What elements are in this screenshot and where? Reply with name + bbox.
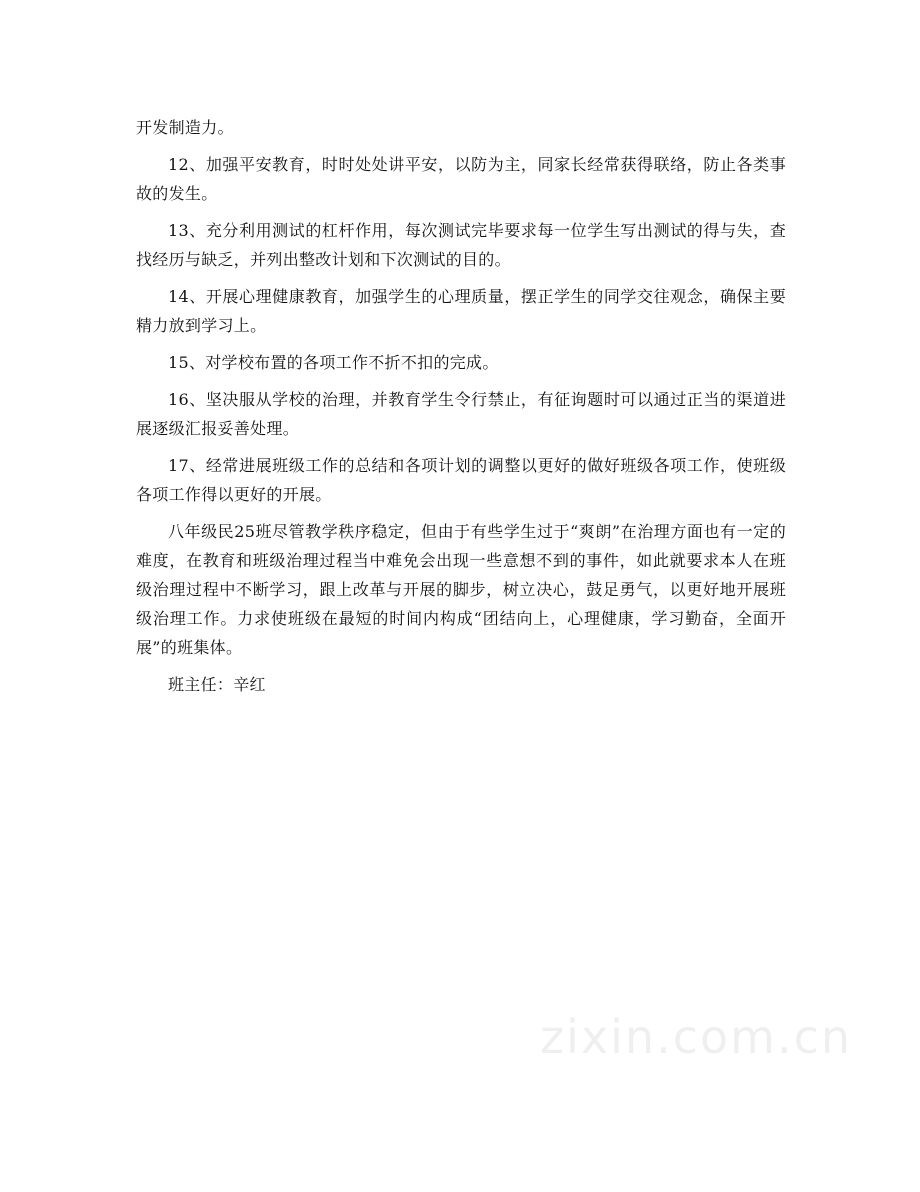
paragraph-summary: 八年级民25班尽管教学秩序稳定，但由于有些学生过于“爽朗”在治理方面也有一定的难度，在教育和班级治理过程当中难免会出现一些意想不到的事件，如此就要求本人在班级治理过程中不断学习，跟上改革与开展的脚步，树立决心，鼓足勇气，以更好地开展班级治理工作。力求使班级在最短的时间内构成“团结向上，心理健康，学习勤奋，全面开展”的班集体。 bbox=[136, 522, 786, 657]
paragraph-continuation: 开发制造力。 bbox=[136, 118, 234, 137]
paragraph-item-14: 14、开展心理健康教育，加强学生的心理质量，摆正学生的同学交往观念，确保主要精力放到学习上。 bbox=[136, 287, 786, 335]
paragraph-item-16: 16、坚决服从学校的治理，并教育学生令行禁止，有征询题时可以通过正当的渠道进展逐级汇报妥善处理。 bbox=[136, 390, 786, 438]
paragraph-item-12: 12、加强平安教育，时时处处讲平安，以防为主，同家长经常获得联络，防止各类事故的发生。 bbox=[136, 155, 786, 203]
signature-line: 班主任：辛红 bbox=[168, 675, 266, 694]
watermark: zixin.com.cn bbox=[540, 1010, 853, 1064]
paragraph-item-13: 13、充分利用测试的杠杆作用，每次测试完毕要求每一位学生写出测试的得与失，查找经历与缺乏，并列出整改计划和下次测试的目的。 bbox=[136, 221, 786, 269]
paragraph-item-17: 17、经常进展班级工作的总结和各项计划的调整以更好的做好班级各项工作，使班级各项工作得以更好的开展。 bbox=[136, 456, 786, 504]
paragraph-item-15: 15、对学校布置的各项工作不折不扣的完成。 bbox=[168, 353, 499, 372]
document-body bbox=[136, 113, 786, 699]
